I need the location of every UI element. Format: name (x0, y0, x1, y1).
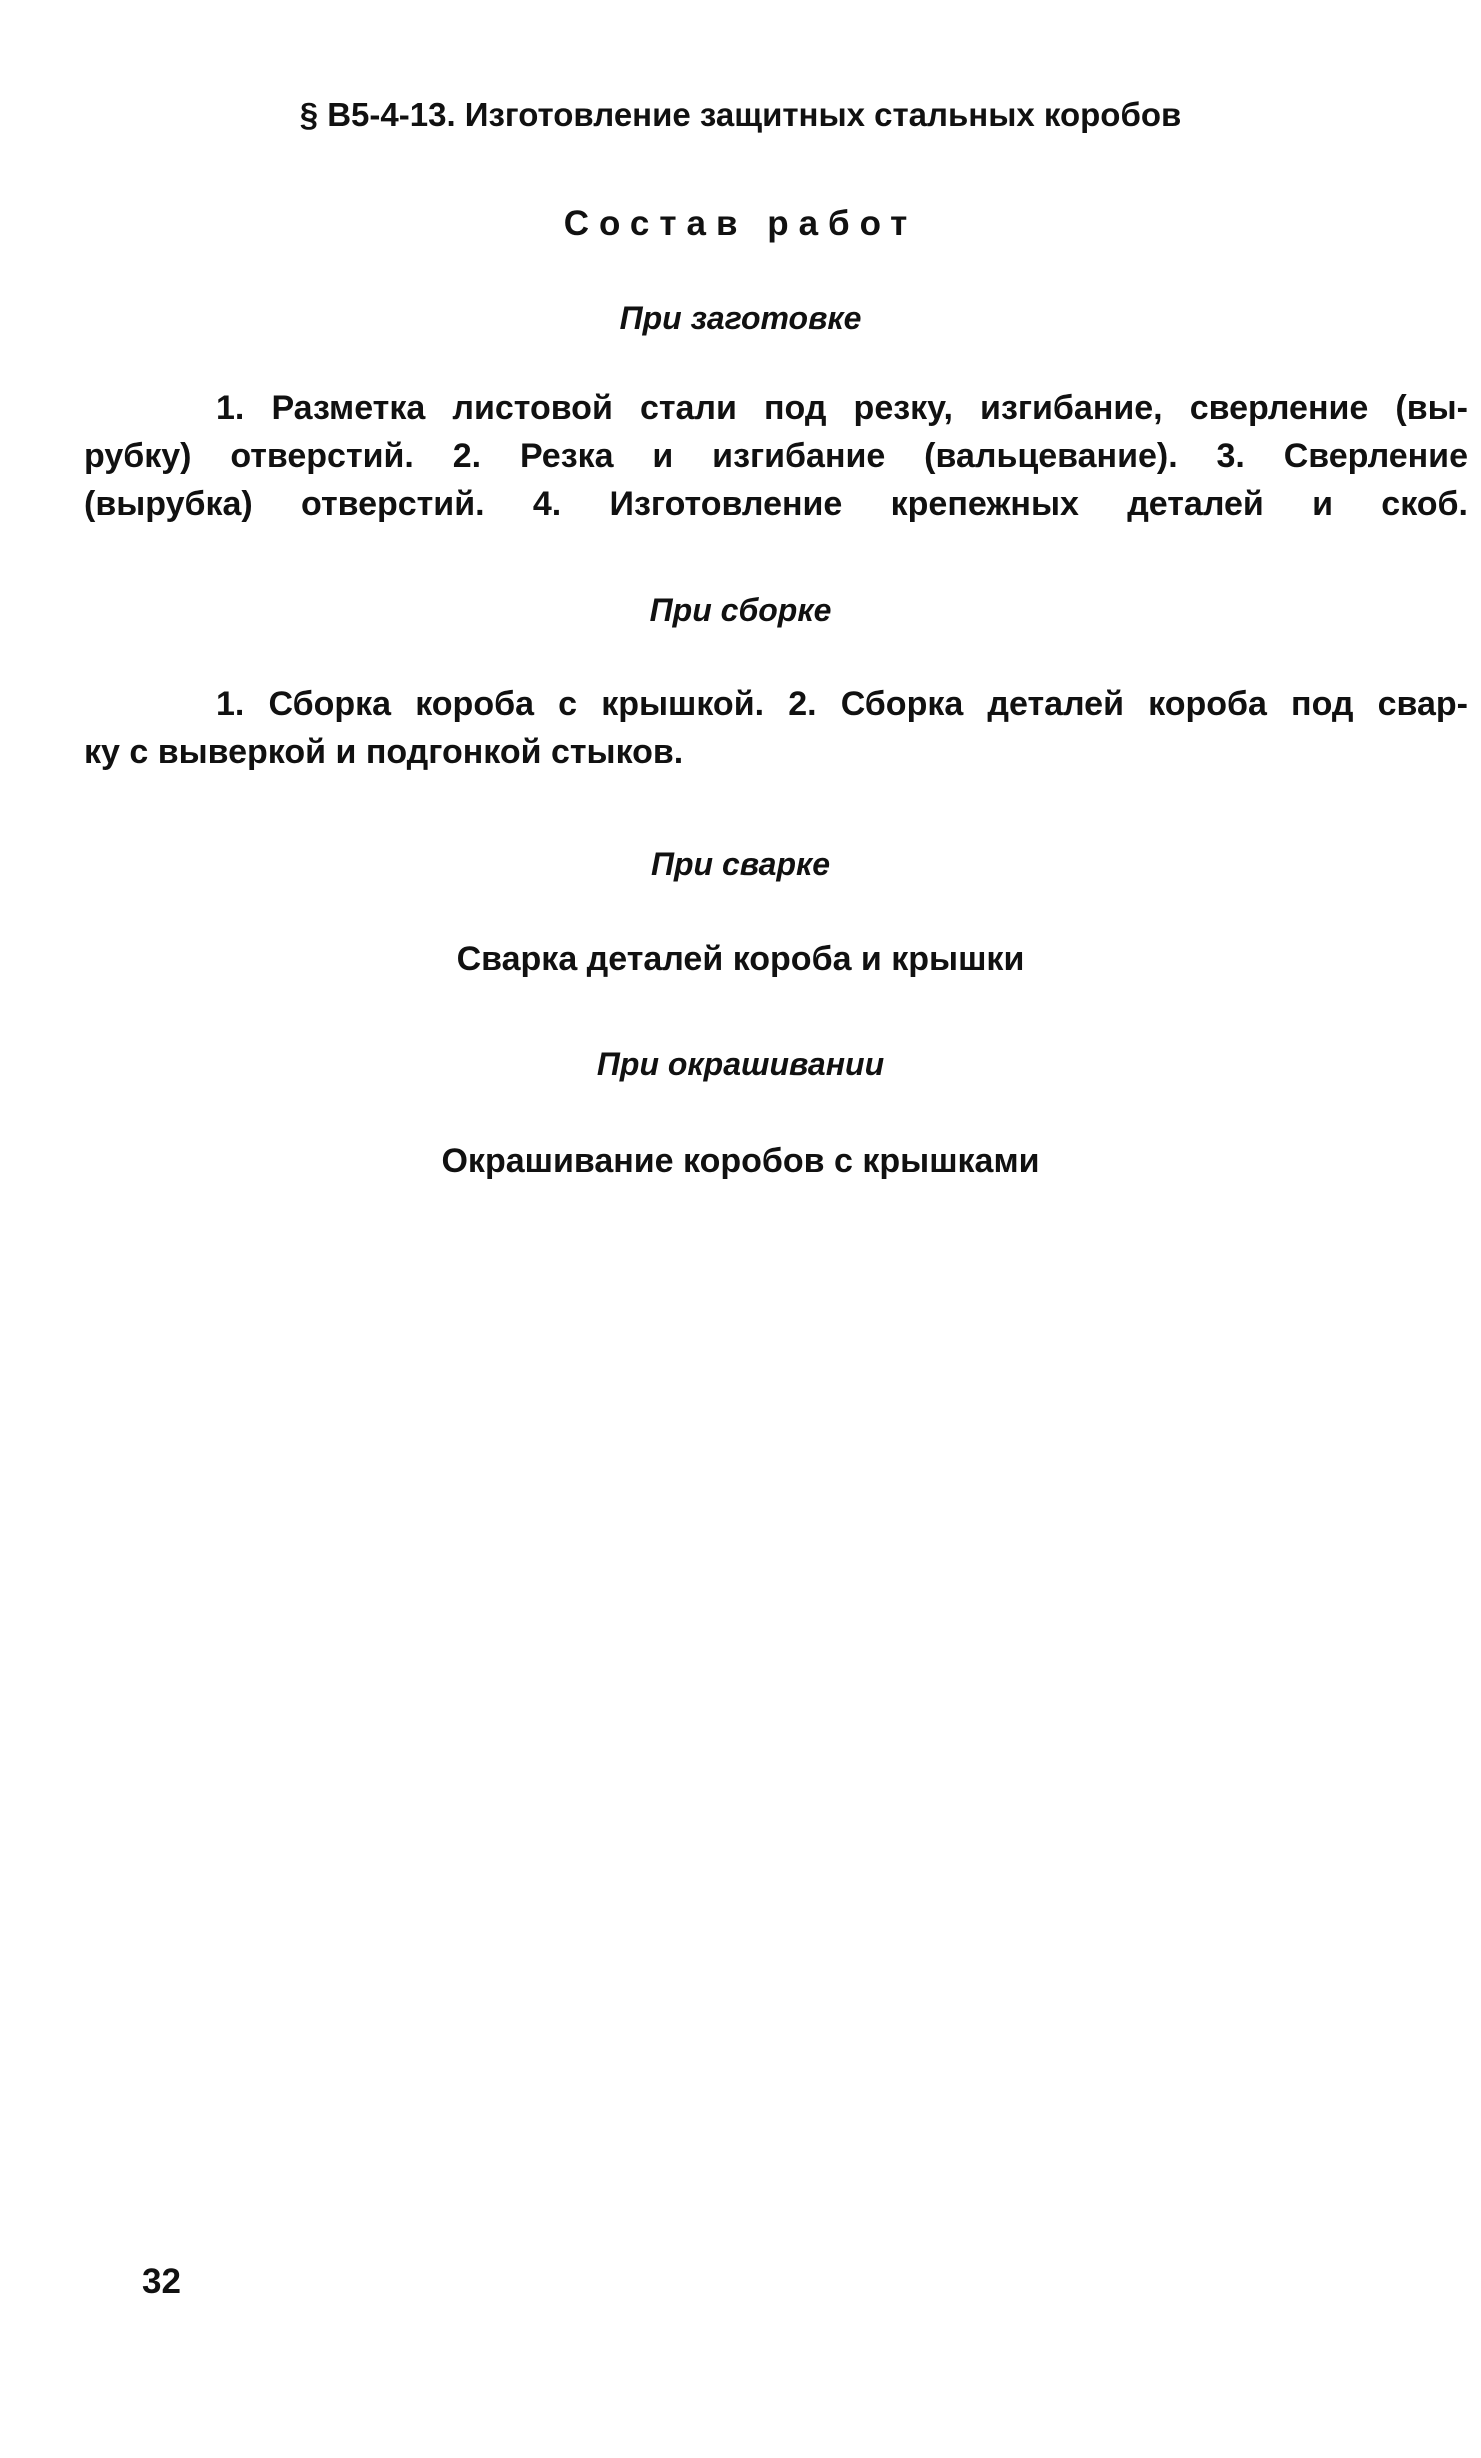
paragraph-line: 1. Разметка листовой стали под резку, изгибание, сверление (вы- (216, 389, 1468, 427)
text-welding: Сварка деталей короба и крышки (456, 940, 1025, 978)
paragraph-preparation (84, 384, 1468, 528)
text-painting: Окрашивание коробов с крышками (441, 1142, 1040, 1180)
paragraph-line: рубку) отверстий. 2. Резка и изгибание (вальцевание). 3. Сверление (84, 437, 1468, 475)
paragraph-line: ку с выверкой и подгонкой стыков. (84, 733, 684, 771)
subhead-painting: При окрашивании (596, 1046, 885, 1082)
section-title: § В5-4-13. Изготовление защитных стальных коробов (299, 96, 1182, 133)
subhead-preparation: При заготовке (619, 300, 862, 336)
subhead-welding: При сварке (650, 846, 831, 882)
paragraph-line: 1. Сборка короба с крышкой. 2. Сборка деталей короба под свар- (216, 685, 1468, 723)
paragraph-assembly (84, 680, 1468, 776)
subhead-assembly: При сборке (649, 592, 832, 628)
composition-title: Состав работ (563, 204, 918, 243)
paragraph-line: (вырубка) отверстий. 4. Изготовление крепежных деталей и скоб. (84, 485, 1468, 523)
page-number: 32 (142, 2262, 181, 2301)
